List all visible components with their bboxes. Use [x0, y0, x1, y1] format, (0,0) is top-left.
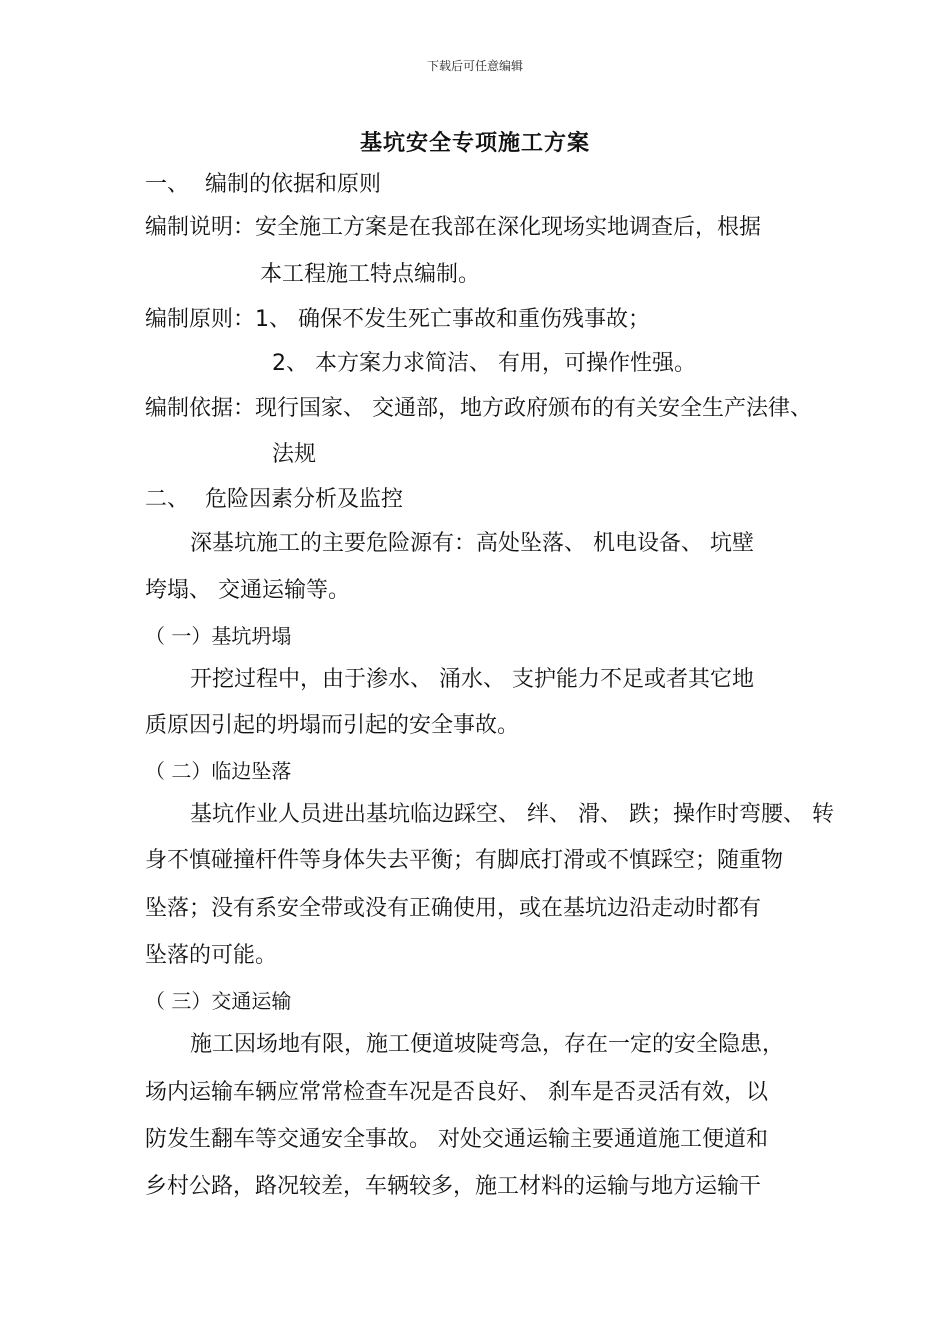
- section2-heading: [145, 485, 403, 515]
- explanation-line-1: 编制说明：安全施工方案是在我部在深化现场实地调查后，根据: [145, 215, 762, 240]
- subsection2-line-4: 坠落的可能。: [145, 943, 278, 968]
- subsection1-title: （ 一）基坑坍塌: [145, 624, 292, 648]
- section1-number: 一、: [145, 172, 190, 197]
- subsection2-line-3: 坠落；没有系安全带或没有正确使用，或在基坑边沿走动时都有: [145, 896, 762, 921]
- section2-intro-line-1: 深基坑施工的主要危险源有：高处坠落、 机电设备、 坑壁: [190, 531, 754, 556]
- section1-title: 编制的依据和原则: [205, 172, 382, 197]
- subsection3-line-3: 防发生翻车等交通安全事故。 对处交通运输主要通道施工便道和: [145, 1127, 768, 1152]
- basis-line-1: 编制依据：现行国家、 交通部，地方政府颁布的有关安全生产法律、: [145, 396, 812, 421]
- principles-line-2: 2、 本方案力求简洁、 有用，可操作性强。: [272, 351, 696, 376]
- subsection3-line-4: 乡村公路，路况较差，车辆较多，施工材料的运输与地方运输干: [145, 1174, 762, 1199]
- principles-line-1: 编制原则：1、 确保不发生死亡事故和重伤残事故；: [145, 307, 650, 332]
- basis-line-2: 法规: [272, 442, 317, 467]
- document-title: 基坑安全专项施工方案: [359, 131, 590, 156]
- explanation-line-2: 本工程施工特点编制。: [260, 262, 481, 287]
- section2-intro-line-2: 垮塌、 交通运输等。: [145, 578, 350, 603]
- subsection2-line-2: 身不慎碰撞杆件等身体失去平衡；有脚底打滑或不慎踩空；随重物: [145, 848, 784, 873]
- subsection1-line-1: 开挖过程中，由于渗水、 涌水、 支护能力不足或者其它地: [190, 667, 754, 692]
- subsection3-line-1: 施工因场地有限，施工便道坡陡弯急，存在一定的安全隐患，: [190, 1032, 785, 1057]
- subsection3-line-2: 场内运输车辆应常常检查车况是否良好、 刹车是否灵活有效，以: [145, 1080, 768, 1105]
- subsection2-line-1: 基坑作业人员进出基坑临边踩空、 绊、 滑、 跌；操作时弯腰、 转: [190, 802, 834, 827]
- subsection3-title: （ 三）交通运输: [145, 989, 292, 1013]
- subsection2-title: （ 二）临边坠落: [145, 759, 292, 783]
- section2-title: 危险因素分析及监控: [205, 487, 404, 512]
- subsection1-line-2: 质原因引起的坍塌而引起的安全事故。: [145, 713, 520, 738]
- section1-heading: [145, 170, 381, 200]
- section2-number: 二、: [145, 487, 190, 512]
- header-note: 下载后可任意编辑: [426, 59, 523, 73]
